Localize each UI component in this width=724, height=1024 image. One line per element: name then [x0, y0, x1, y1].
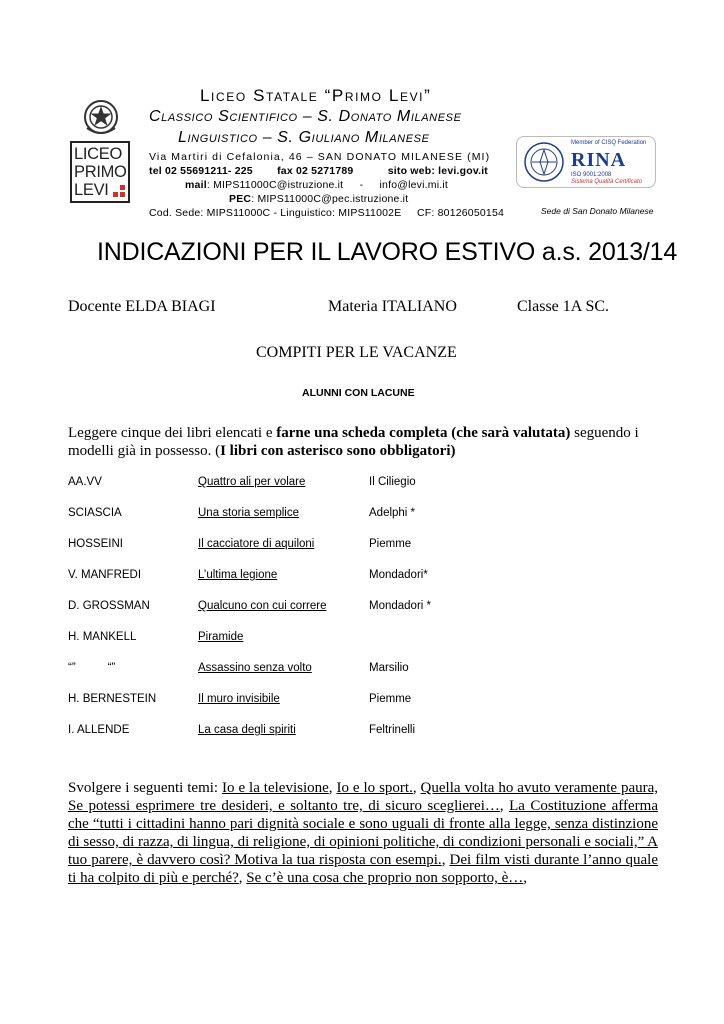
- logo-red-squares-icon: [113, 185, 125, 197]
- website-link[interactable]: levi.gov.it: [438, 165, 489, 177]
- book-author: I. ALLENDE: [68, 724, 130, 736]
- topics-intro: Svolgere i seguenti temi:: [68, 780, 223, 796]
- topic-separator: ,: [412, 780, 421, 796]
- book-author: SCIASCIA: [68, 507, 122, 519]
- logo-line: PRIMO: [74, 163, 127, 181]
- topic-separator: ,: [238, 870, 247, 886]
- topic: Io e la televisione: [222, 780, 329, 796]
- school-address: Via Martiri di Cefalonia, 46 – SAN DONATO MILANESE (MI): [149, 151, 491, 163]
- fax: fax 02 5271789: [277, 165, 354, 177]
- book-row: [0, 507, 724, 523]
- book-author: H. MANKELL: [68, 631, 137, 643]
- book-title: Piramide: [198, 631, 244, 643]
- book-publisher: Feltrinelli: [369, 724, 416, 736]
- mail-label: mail: [185, 179, 207, 191]
- mail-separator: -: [359, 179, 364, 191]
- book-title: La casa degli spiriti: [198, 724, 296, 736]
- subject: Materia ITALIANO: [328, 298, 457, 315]
- topic: Io e lo sport.: [336, 780, 413, 796]
- essay-topics: [68, 779, 658, 887]
- cert-member: Member of CISQ Federation: [571, 140, 647, 146]
- certification-badge: [516, 136, 656, 188]
- topic-separator: ,: [523, 870, 528, 886]
- book-title: Il muro invisibile: [198, 693, 280, 705]
- book-publisher: Mondadori*: [369, 569, 428, 581]
- book-row: [0, 476, 724, 492]
- cert-iso: ISO 9001:2008: [571, 172, 612, 178]
- school-name: Liceo Statale “Primo Levi”: [200, 86, 432, 105]
- email-link[interactable]: MIPS11000C@istruzione.it: [213, 179, 344, 191]
- school-logo: [70, 141, 130, 203]
- intro-bold: farne una scheda completa (che sarà valutata): [276, 425, 571, 441]
- reading-instructions: [68, 424, 658, 460]
- book-author: V. MANFREDI: [68, 569, 142, 581]
- email-link-2[interactable]: info@levi.mi.it: [379, 179, 449, 191]
- page-title: INDICAZIONI PER IL LAVORO ESTIVO a.s. 2013/14: [97, 238, 678, 266]
- school-branch-classico: Classico Scientifico – S. Donato Milanese: [149, 108, 462, 125]
- topic-separator: ,: [441, 852, 450, 868]
- web-label: sito web: [387, 165, 432, 177]
- intro-bold: I libri con asterisco sono obbligatori): [220, 443, 456, 459]
- topic: La Costituzione afferma che “tutti i cittadini hanno pari dignità sociale e sono uguali di fronte alla legge, senza distinzione di sesso, di razza, di lingua, di religione, di opinioni politiche, di condizioni personali e sociali,” A tuo parere, è davvero così? Motiva la tua risposta con esempi.: [68, 798, 658, 868]
- book-author: “” “”: [68, 662, 116, 674]
- book-title: Assassino senza volto: [198, 662, 312, 674]
- book-row: [0, 724, 724, 740]
- book-title: Quattro ali per volare: [198, 476, 306, 488]
- book-title: L’ultima legione: [198, 569, 278, 581]
- pec-link[interactable]: MIPS11000C@pec.istruzione.it: [257, 193, 409, 205]
- book-row: [0, 631, 724, 647]
- contact-line: tel 02 55691211- 225 fax 02 5271789 sito web: levi.gov.it: [149, 165, 489, 177]
- rina-logo: RINA: [571, 149, 627, 171]
- book-title: Una storia semplice: [198, 507, 299, 519]
- intro-text: seguendo i modelli già in possesso. (: [68, 425, 639, 459]
- school-branch-linguistico: Linguistico – S. Giuliano Milanese: [178, 129, 430, 146]
- republic-emblem-icon: [83, 98, 119, 136]
- book-publisher: Piemme: [369, 538, 412, 550]
- school-codes: Cod. Sede: MIPS11000C - Linguistico: MIPS11002E CF: 80126050154: [149, 207, 505, 219]
- cert-sede: Sede di San Donato Milanese: [541, 206, 654, 216]
- topic: Quella volta ho avuto veramente paura, Se potessi esprimere tre desideri, e soltanto tre, di sicuro sceglierei…: [68, 780, 659, 814]
- book-author: D. GROSSMAN: [68, 600, 150, 612]
- book-publisher: Marsilio: [369, 662, 409, 674]
- subheading: ALUNNI CON LACUNE: [302, 387, 415, 399]
- mail-line: mail: MIPS11000C@istruzione.it - info@levi.mi.it: [185, 179, 449, 191]
- cisq-seal-icon: [523, 141, 565, 183]
- section-heading: COMPITI PER LE VACANZE: [256, 344, 457, 361]
- book-publisher: Il Ciliegio: [369, 476, 416, 488]
- intro-text: Leggere cinque dei libri elencati e: [68, 425, 277, 441]
- book-publisher: Adelphi *: [369, 507, 416, 519]
- book-row: [0, 538, 724, 554]
- book-row: [0, 600, 724, 616]
- phone: tel 02 55691211- 225: [149, 165, 253, 177]
- book-author: AA.VV: [68, 476, 102, 488]
- book-title: Qualcuno con cui correre: [198, 600, 327, 612]
- book-author: H. BERNESTEIN: [68, 693, 157, 705]
- book-publisher: Piemme: [369, 693, 412, 705]
- pec-line: PEC: MIPS11000C@pec.istruzione.it: [229, 193, 409, 205]
- topic: Se c’è una cosa che proprio non sopporto, è…: [246, 870, 524, 886]
- book-row: [0, 662, 724, 678]
- book-title: Il cacciatore di aquiloni: [198, 538, 315, 550]
- class: Classe 1A SC.: [517, 298, 610, 315]
- topic-separator: ,: [328, 780, 337, 796]
- book-row: [0, 569, 724, 585]
- book-row: [0, 693, 724, 709]
- topic: Dei film visti durante l’anno quale ti ha colpito di più e perché?: [68, 852, 658, 886]
- cert-system: Sistema Qualità Certificato: [571, 179, 643, 185]
- book-author: HOSSEINI: [68, 538, 123, 550]
- teacher: Docente ELDA BIAGI: [68, 298, 216, 315]
- book-publisher: Mondadori *: [369, 600, 432, 612]
- logo-line: LEVI: [74, 181, 109, 199]
- logo-line: LICEO: [74, 145, 123, 163]
- topic-separator: ,: [499, 798, 510, 814]
- pec-label: PEC: [229, 193, 252, 205]
